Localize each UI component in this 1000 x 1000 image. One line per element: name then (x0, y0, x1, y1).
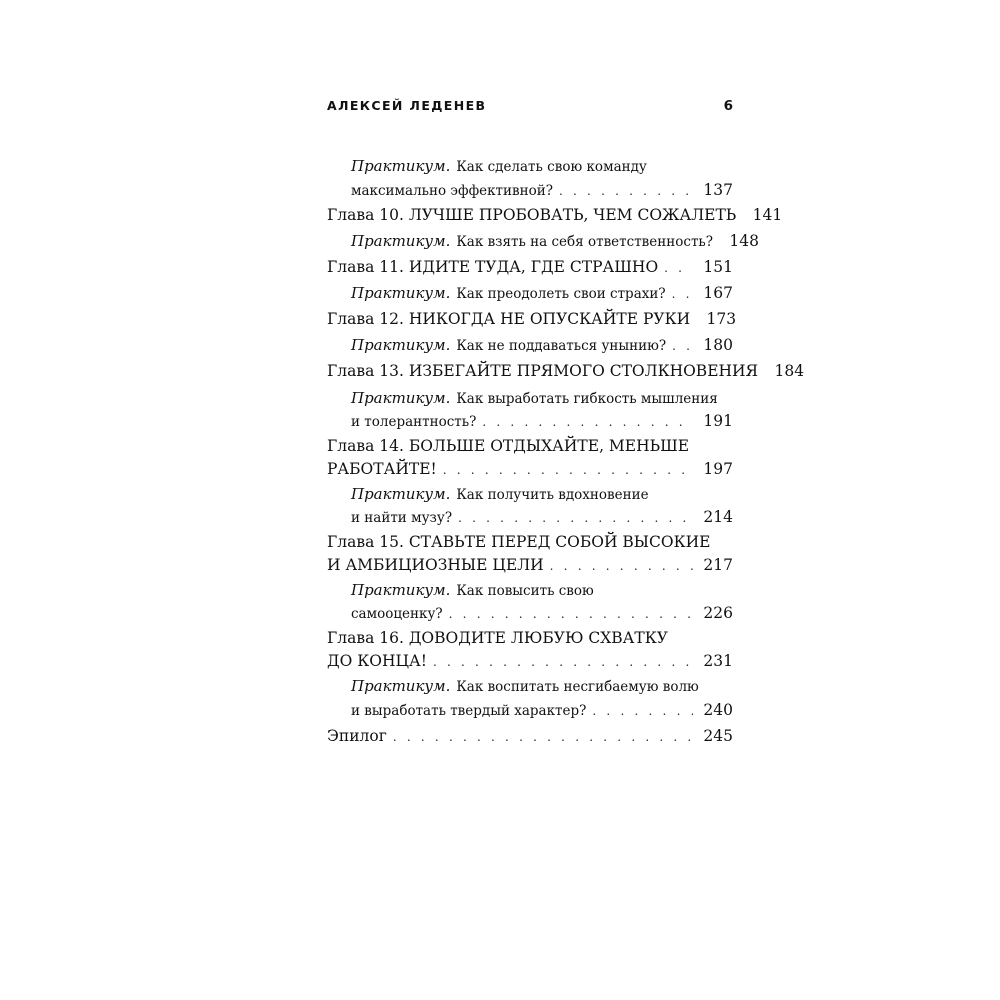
toc-page-number: 180 (703, 336, 733, 354)
toc-chapter-line (327, 258, 733, 276)
toc-page-number: 197 (703, 460, 733, 478)
toc-chapter-title: Глава 12. НИКОГДА НЕ ОПУСКАЙТЕ РУКИ (327, 310, 691, 328)
dot-leader (433, 655, 693, 669)
dot-leader (672, 287, 693, 301)
toc-practicum-line (351, 336, 733, 354)
toc-entry-continuation (351, 508, 733, 526)
toc-page-number: 151 (703, 258, 733, 276)
toc-entry-title: Как выработать гибкость мышления (456, 391, 718, 407)
dot-leader (393, 730, 693, 744)
toc-page-number: 226 (703, 604, 733, 622)
toc-entry-title: Как преодолеть свои страхи? (456, 286, 666, 302)
practicum-label: Практикум. (351, 581, 451, 599)
toc-page-number: 167 (703, 284, 733, 302)
practicum-label: Практикум. (351, 157, 451, 175)
toc-entry-title: и найти музу? (351, 510, 453, 526)
dot-leader (449, 607, 693, 621)
toc-entry-title: максимально эффективной? (351, 183, 553, 199)
dot-leader (482, 415, 693, 429)
toc-chapter-line (327, 206, 783, 224)
toc-practicum-line (351, 581, 733, 599)
toc-chapter-line (327, 437, 733, 455)
toc-page-number: 240 (703, 701, 733, 719)
toc-page-number: 148 (729, 232, 759, 250)
toc-page-number: 137 (703, 181, 733, 199)
toc-page-number: 184 (774, 362, 805, 380)
toc-entry-title: Как сделать свою команду (456, 159, 647, 175)
dot-leader (592, 704, 693, 718)
toc-chapter-title: Эпилог (327, 727, 387, 745)
toc-entry-title: Как воспитать несгибаемую волю (456, 679, 699, 695)
toc-chapter-line (327, 629, 733, 647)
toc-chapter-line (327, 362, 805, 380)
practicum-label: Практикум. (351, 232, 451, 250)
practicum-label: Практикум. (351, 389, 451, 407)
toc-chapter-continuation (327, 460, 733, 478)
practicum-label: Практикум. (351, 336, 451, 354)
toc-chapter-line (327, 533, 733, 551)
dot-leader (559, 184, 693, 198)
dot-leader (664, 261, 693, 275)
toc-chapter-line (327, 310, 737, 328)
toc-chapter-title: Глава 13. ИЗБЕГАЙТЕ ПРЯМОГО СТОЛКНОВЕНИЯ (327, 362, 759, 380)
running-head-author: АЛЕКСЕЙ ЛЕДЕНЕВ (327, 98, 487, 113)
toc-entry-continuation (351, 701, 733, 719)
practicum-label: Практикум. (351, 485, 451, 503)
toc-entry-title: Как не поддаваться унынию? (456, 338, 667, 354)
toc-chapter-title: Глава 14. БОЛЬШЕ ОТДЫХАЙТЕ, МЕНЬШЕ (327, 437, 690, 455)
toc-chapter-title: И АМБИЦИОЗНЫЕ ЦЕЛИ (327, 556, 544, 574)
toc-practicum-line (351, 389, 733, 407)
toc-entry-title: Как повысить свою (456, 583, 594, 599)
toc-chapter-line (327, 727, 733, 745)
toc-chapter-title: Глава 11. ИДИТЕ ТУДА, ГДЕ СТРАШНО (327, 258, 659, 276)
toc-practicum-line (351, 485, 733, 503)
toc-entry-title: Как взять на себя ответственность? (456, 234, 713, 250)
toc-page-number: 141 (752, 206, 783, 224)
toc-chapter-title: Глава 16. ДОВОДИТЕ ЛЮБУЮ СХВАТКУ (327, 629, 668, 647)
toc-practicum-line (351, 157, 733, 175)
toc-entry-continuation (351, 604, 733, 622)
toc-practicum-line (351, 284, 733, 302)
toc-chapter-title: РАБОТАЙТЕ! (327, 460, 437, 478)
toc-entry-title: и толерантность? (351, 414, 477, 430)
toc-page-number: 191 (703, 412, 733, 430)
dot-leader (443, 463, 693, 477)
toc-page-number: 214 (703, 508, 733, 526)
toc-page-number: 245 (703, 727, 733, 745)
toc-chapter-title: Глава 10. ЛУЧШЕ ПРОБОВАТЬ, ЧЕМ СОЖАЛЕТЬ (327, 206, 737, 224)
dot-leader (550, 559, 693, 573)
toc-entry-title: и выработать твердый характер? (351, 703, 587, 719)
toc-practicum-line (351, 677, 733, 695)
toc-entry-continuation (351, 412, 733, 430)
practicum-label: Практикум. (351, 677, 451, 695)
toc-chapter-title: ДО КОНЦА! (327, 652, 427, 670)
toc-entry-continuation (351, 181, 733, 199)
toc-practicum-line (351, 232, 759, 250)
dot-leader (458, 511, 693, 525)
practicum-label: Практикум. (351, 284, 451, 302)
toc-page-number: 231 (703, 652, 733, 670)
toc-entry-title: Как получить вдохновение (456, 487, 649, 503)
toc-chapter-continuation (327, 556, 733, 574)
dot-leader (672, 339, 693, 353)
toc-chapter-continuation (327, 652, 733, 670)
toc-page-number: 217 (703, 556, 733, 574)
toc-entry-title: самооценку? (351, 606, 443, 622)
page-number: 6 (723, 98, 733, 114)
toc-page-number: 173 (706, 310, 737, 328)
toc-chapter-title: Глава 15. СТАВЬТЕ ПЕРЕД СОБОЙ ВЫСОКИЕ (327, 533, 711, 551)
